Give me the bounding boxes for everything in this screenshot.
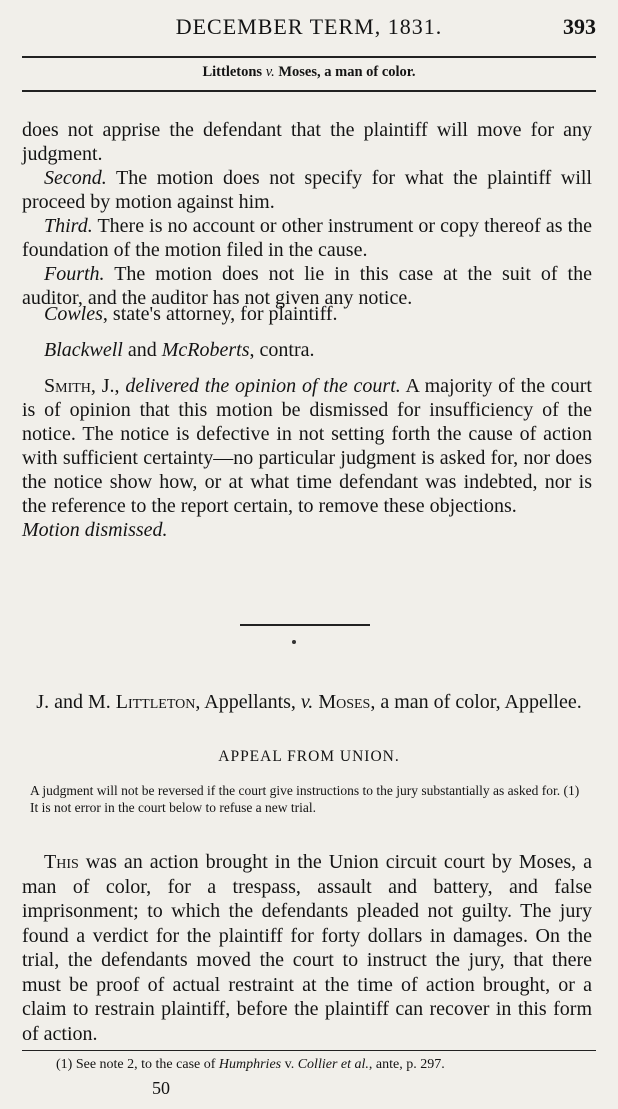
caption-v: v. [265,64,275,80]
case-title [22,690,596,715]
header-rule-bottom [22,90,596,92]
counsel-2-name-b: McRoberts [161,339,250,361]
objection-first: does not apprise the defendant that the plaintiff will move for any judgment. [22,119,592,165]
statement-paragraph [22,850,592,1046]
objection-second-label: Second. [44,167,107,189]
caption-parties: Littletons [202,64,263,80]
caption-rest: Moses, a man of color. [278,64,416,80]
page-speck [292,640,296,644]
statement-text: was an action brought in the Union circuit court by Moses, a man of color, for a trespass, assault and battery, and false imprisonment; to which the defendants pleaded not guilty. The jury found a verdict for the plaintiff for forty dollars in damages. On the trial, the defendants moved the court to instruct the jury, that there must be proof of actual restraint at the time of action brought, or a claim to restrain plaintiff, before the plaintiff can recover in this form of action. [22,851,592,1045]
footnote [56,1057,588,1073]
objection-third-text: There is no account or other instrument or copy thereof as the foundation of the motion filed in the cause. [22,215,592,261]
signature-mark: 50 [152,1078,170,1098]
title-littleton: Littleton [115,691,196,713]
title-d: , a man of color, Appellee. [370,691,582,713]
objections-text [22,118,592,310]
footnote-case-b: Collier et al. [297,1057,369,1072]
headnote-1: A judgment will not be reversed if the court give instructions to the jury substantially as asked for. (1) [30,783,580,798]
case-caption [22,64,596,81]
counsel-1-rest: , state's attorney, for plaintiff. [102,303,338,325]
title-moses: Moses [318,691,371,713]
counsel-2-and: and [122,339,162,361]
opinion-text: A majority of the court is of opinion that this motion be dismissed for insufficiency of the notice. The notice is defective in not setting forth the cause of action with sufficient certainty—no particular judgment is asked for, nor does the notice show how, or at what time defendant was indebted, nor is the reference to the report certain, to remove these objections. [22,375,592,517]
statement-lead: This [44,851,79,873]
counsel-2-name-a: Blackwell [44,339,123,361]
header-rule-top [22,56,596,58]
counsel-1-name: Cowles [44,303,103,325]
objection-second [22,166,592,214]
appeal-from: APPEAL FROM UNION. [218,748,400,765]
opinion-judge: Smith [44,375,91,397]
opinion-paragraph [22,374,592,518]
opinion [22,374,592,542]
title-a: J. and M. [36,691,116,713]
headnote-2: It is not error in the court below to refuse a new trial. [30,800,317,815]
footnote-case: Humphries [218,1057,282,1072]
title-b: , Appellants, [195,691,301,713]
running-title: DECEMBER TERM, 1831. [175,14,443,39]
counsel-defendant [44,339,315,362]
page-number: 393 [563,14,596,39]
objection-fourth-text: The motion does not lie in this case at the suit of the auditor, and the auditor has not given any notice. [22,263,592,309]
objection-third-label: Third. [44,215,93,237]
objection-fourth-label: Fourth. [44,263,105,285]
objection-third [22,214,592,262]
disposition-line [22,518,592,542]
section-separator [240,624,370,626]
objection-second-text: The motion does not specify for what the plaintiff will proceed by motion against him. [22,167,592,213]
statement-of-case [22,850,592,1046]
footnote-a: (1) See note 2, to the case of [56,1057,219,1072]
title-v: v. [300,691,314,713]
headnotes [30,782,588,816]
counsel-2-rest: , contra. [249,339,315,361]
counsel-plaintiff [44,303,338,326]
footnote-v: v. [281,1057,298,1072]
opinion-judge-suffix: , J., [90,375,126,397]
page-header [22,6,596,42]
opinion-delivered: delivered the opinion of the court. [125,375,401,397]
disposition: Motion dismissed. [22,519,168,541]
footnote-rule [22,1050,596,1051]
footnote-b: , ante, p. 297. [368,1057,445,1072]
